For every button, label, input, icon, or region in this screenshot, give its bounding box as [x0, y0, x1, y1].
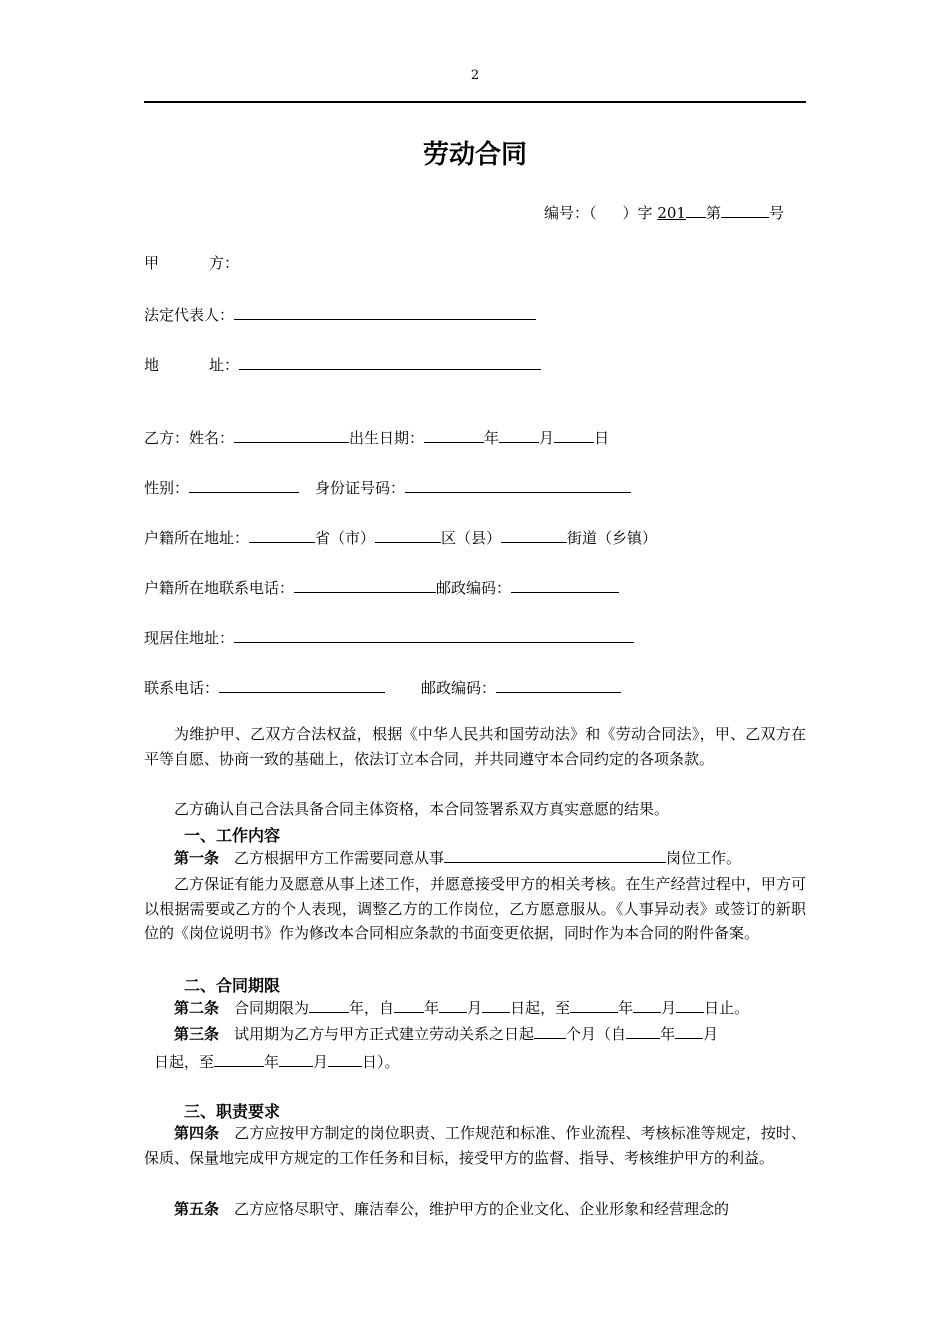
article-2-text-h: 日止。 [704, 999, 750, 1017]
serial-mid: ）字 [622, 204, 653, 222]
article-4 [144, 1121, 806, 1170]
name-blank[interactable] [234, 426, 349, 443]
term-years-blank[interactable] [309, 996, 349, 1013]
article-3-head: 第三条 [174, 1025, 220, 1043]
article-3-text-h: 日）。 [362, 1053, 400, 1071]
article-2-text-b: 年，自 [349, 999, 395, 1017]
article-4-text: 乙方应按甲方制定的岗位职责、工作规范和标准、作业流程、考核标准等规定，按时、保质、保量地完成甲方规定的工作任务和目标，接受甲方的监督、指导、考核维护甲方的利益。 [144, 1124, 806, 1167]
article-2-text-c: 年 [424, 999, 440, 1017]
article-3-text-g: 月 [313, 1053, 329, 1071]
gender-label: 性别： [144, 479, 190, 497]
hukou-phone-blank[interactable] [294, 576, 436, 593]
serial-year: 201 [657, 204, 686, 222]
job-title-blank[interactable] [444, 846, 666, 863]
article-1-paragraph-2: 乙方保证有能力及愿意从事上述工作，并愿意接受甲方的相关考核。在生产经营过程中，甲方可以根据需要或乙方的个人表现，调整乙方的工作岗位，乙方愿意服从。《人事异动表》或签订的新职位的《岗位说明书》作为修改本合同相应条款的书面变更依据，同时作为本合同的附件备案。 [144, 875, 806, 942]
birth-month-blank[interactable] [499, 426, 539, 443]
probation-end-year-blank[interactable] [214, 1050, 264, 1067]
postcode-label-2: 邮政编码： [421, 679, 497, 697]
start-year-blank[interactable] [394, 996, 424, 1013]
party-a-address-blank[interactable] [239, 353, 541, 370]
address-label-1: 地 [144, 356, 160, 374]
article-3-text-c: 年 [660, 1025, 676, 1043]
article-2-head: 第二条 [174, 999, 220, 1017]
article-3-text-b: 个月（自 [566, 1025, 627, 1043]
hukou-phone-line [144, 576, 619, 598]
residence-line [144, 626, 634, 648]
postcode-label: 邮政编码： [436, 579, 512, 597]
probation-start-year-blank[interactable] [626, 1022, 660, 1039]
article-2-text-f: 年 [618, 999, 634, 1017]
party-a-address-line [144, 353, 541, 375]
hukou-phone-label: 户籍所在地联系电话： [144, 579, 295, 597]
article-3-line-2 [154, 1050, 400, 1072]
residence-blank[interactable] [234, 626, 634, 643]
party-a-line [144, 253, 239, 273]
header-rule [144, 101, 806, 103]
probation-end-day-blank[interactable] [328, 1050, 362, 1067]
day-label: 日 [594, 429, 610, 447]
section-3-title: 三、职责要求 [184, 1102, 281, 1121]
street-blank[interactable] [501, 526, 567, 543]
district-blank[interactable] [375, 526, 441, 543]
birth-day-blank[interactable] [554, 426, 594, 443]
postcode-blank-2[interactable] [496, 676, 621, 693]
probation-start-month-blank[interactable] [675, 1022, 703, 1039]
legal-rep-line [144, 303, 536, 325]
article-4-head: 第四条 [174, 1124, 220, 1142]
legal-rep-label: 法定代表人： [144, 306, 235, 324]
probation-months-blank[interactable] [534, 1022, 566, 1039]
section-1-title: 一、工作内容 [184, 826, 281, 845]
serial-label: 编号：（ [544, 204, 597, 222]
section-2-title: 二、合同期限 [184, 976, 281, 995]
party-b-name-line [144, 426, 609, 448]
end-day-blank[interactable] [676, 996, 704, 1013]
year-label: 年 [484, 429, 500, 447]
phone-label: 联系电话： [144, 679, 220, 697]
residence-label: 现居住地址： [144, 629, 235, 647]
phone-line [144, 676, 621, 698]
address-label-2: 址： [209, 356, 240, 374]
article-5-text: 乙方应恪尽职守、廉洁奉公，维护甲方的企业文化、企业形象和经营理念的 [234, 1200, 730, 1218]
article-3-text-f: 年 [264, 1053, 280, 1071]
probation-end-month-blank[interactable] [279, 1050, 313, 1067]
province-blank[interactable] [249, 526, 315, 543]
name-label: 乙方：姓名： [144, 429, 235, 447]
party-a-label-2: 方： [209, 254, 240, 272]
party-a-label-1: 甲 [144, 254, 160, 272]
article-3-text-a: 试用期为乙方与甲方正式建立劳动关系之日起 [234, 1025, 535, 1043]
serial-number [544, 201, 784, 223]
preamble-paragraph-1: 为维护甲、乙双方合法权益，根据《中华人民共和国劳动法》和《劳动合同法》，甲、乙双方在平等自愿、协商一致的基础上，依法订立本合同，并共同遵守本合同约定的各项条款。 [144, 725, 806, 768]
page-number: 2 [470, 68, 480, 83]
serial-di: 第 [705, 204, 721, 222]
start-day-blank[interactable] [482, 996, 510, 1013]
article-1-text-a: 乙方根据甲方工作需要同意从事 [234, 849, 445, 867]
article-2-text-d: 月 [467, 999, 483, 1017]
gender-id-line [144, 476, 631, 498]
end-year-blank[interactable] [570, 996, 618, 1013]
legal-rep-blank[interactable] [234, 303, 536, 320]
phone-blank[interactable] [219, 676, 385, 693]
end-month-blank[interactable] [633, 996, 661, 1013]
street-label: 街道（乡镇） [567, 529, 658, 547]
document-title: 劳动合同 [422, 140, 527, 170]
article-3-text-e: 日起，至 [154, 1053, 215, 1071]
article-1-text-b: 岗位工作。 [666, 849, 742, 867]
id-label: 身份证号码： [315, 479, 406, 497]
article-3 [144, 1022, 806, 1047]
article-2 [144, 996, 806, 1021]
hukou-address-line [144, 526, 657, 548]
serial-hao: 号 [768, 204, 784, 222]
province-label: 省（市） [315, 529, 376, 547]
article-3-text-d: 月 [703, 1025, 719, 1043]
birth-year-blank[interactable] [424, 426, 484, 443]
article-5 [144, 1197, 806, 1222]
article-2-text-a: 合同期限为 [234, 999, 310, 1017]
district-label: 区（县） [441, 529, 502, 547]
postcode-blank[interactable] [511, 576, 619, 593]
article-2-text-e: 日起，至 [510, 999, 571, 1017]
article-2-text-g: 月 [661, 999, 677, 1017]
article-1-head: 第一条 [174, 849, 220, 867]
article-1 [144, 846, 806, 871]
id-blank[interactable] [405, 476, 631, 493]
article-5-head: 第五条 [174, 1200, 220, 1218]
preamble-paragraph-2: 乙方确认自己合法具备合同主体资格，本合同签署系双方真实意愿的结果。 [174, 800, 670, 818]
gender-blank[interactable] [189, 476, 299, 493]
birth-label: 出生日期： [349, 429, 425, 447]
hukou-label: 户籍所在地址： [144, 529, 250, 547]
month-label: 月 [539, 429, 555, 447]
start-month-blank[interactable] [439, 996, 467, 1013]
